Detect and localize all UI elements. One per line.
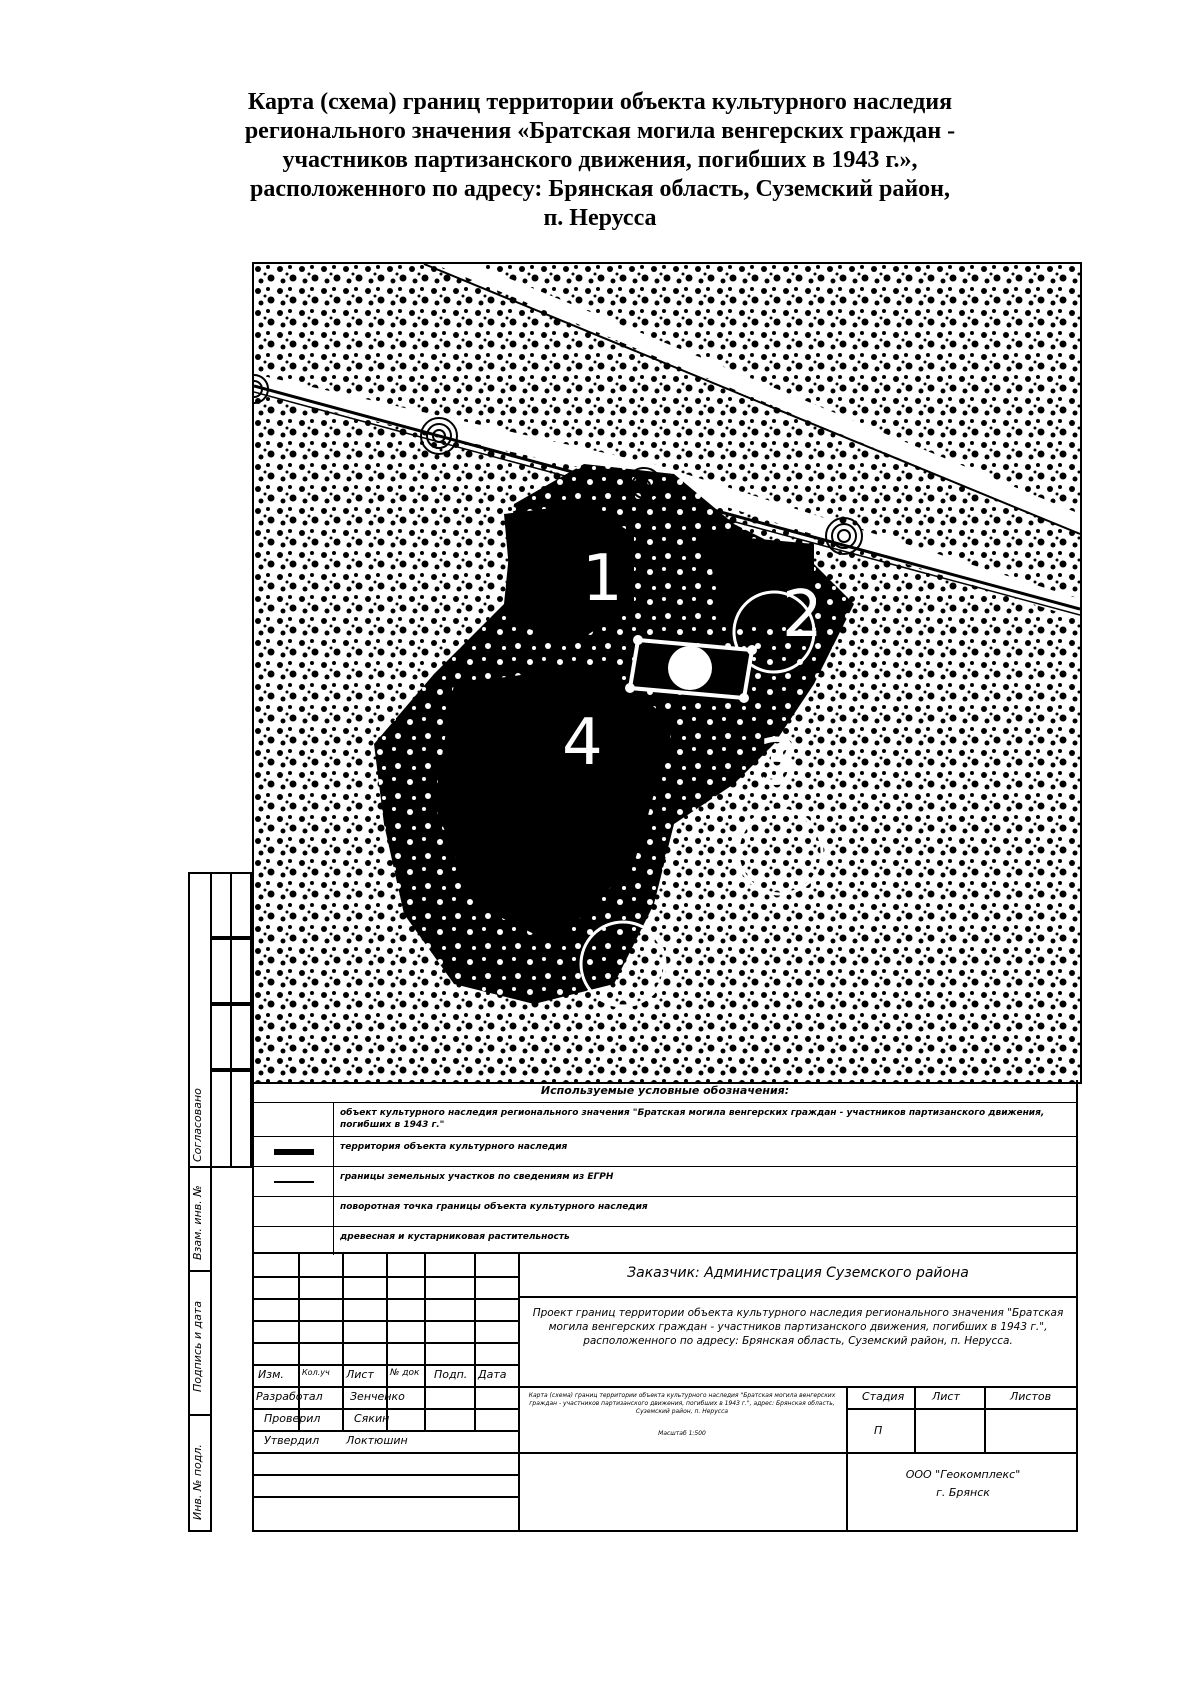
- legend-symbol-vegetation: [254, 1227, 334, 1255]
- col-header-count: Кол.уч: [302, 1368, 330, 1377]
- legend-text-point: поворотная точка границы объекта культурного наследия: [340, 1202, 648, 1212]
- role-developer: Разработал: [256, 1390, 323, 1403]
- legend-row-object: [254, 1103, 1076, 1137]
- title-block: [252, 1254, 1078, 1532]
- title-line-3: участников партизанского движения, погибших в 1943 г.»,: [282, 147, 918, 173]
- sidebar-label-inventory: Инв. № подл.: [191, 1444, 204, 1520]
- map-scale: Масштаб 1:500: [658, 1430, 706, 1437]
- title-line-1: Карта (схема) границ территории объекта культурного наследия: [247, 89, 953, 115]
- legend-row-vegetation: [254, 1227, 1076, 1255]
- legend-text-object: объект культурного наследия регионального значения "Братская могила венгерских граждан - участников партизанского движения, погибших в 1943 г.": [340, 1108, 1045, 1130]
- left-stamp-column: [188, 872, 252, 1532]
- sheet-description: Карта (схема) границ территории объекта культурного наследия "Братская могила венгерских граждан - участников партизанского движения, погибших в 1943 г.", адрес: Брянская область, Суземский район, п. Нерусса: [528, 1392, 836, 1415]
- legend-symbol-object: [254, 1103, 334, 1136]
- legend-symbol-point: [254, 1197, 334, 1226]
- area-label-1: 1: [582, 542, 623, 616]
- sheets-label: Листов: [1010, 1390, 1052, 1403]
- stage-label: Стадия: [862, 1390, 905, 1403]
- col-header-change: Изм.: [258, 1368, 284, 1381]
- title-line-5: п. Нерусса: [543, 205, 657, 231]
- name-developer: Зенченко: [350, 1390, 405, 1403]
- role-approver: Утвердил: [264, 1434, 320, 1447]
- area-label-4: 4: [562, 706, 603, 780]
- col-header-date: Дата: [478, 1368, 507, 1381]
- col-header-sign: Подп.: [434, 1368, 468, 1381]
- customer: Заказчик: Администрация Суземского района: [627, 1265, 969, 1281]
- legend-row-point: [254, 1197, 1076, 1227]
- name-checker: Сякин: [354, 1412, 390, 1425]
- name-approver: Локтюшин: [346, 1434, 408, 1447]
- legend-heading: Используемые условные обозначения:: [254, 1080, 1076, 1103]
- map-frame: [252, 262, 1082, 1084]
- area-label-2: 2: [782, 578, 823, 652]
- legend-text-vegetation: древесная и кустарниковая растительность: [340, 1232, 570, 1242]
- legend-row-territory: [254, 1137, 1076, 1167]
- legend-symbol-parcels: [254, 1167, 334, 1196]
- sidebar-label-approved: Согласовано: [191, 1088, 204, 1162]
- legend-row-parcels: [254, 1167, 1076, 1197]
- legend-text-parcels: границы земельных участков по сведениям из ЕГРН: [340, 1172, 614, 1182]
- legend-text-territory: территория объекта культурного наследия: [340, 1142, 568, 1152]
- col-header-doc: № док: [390, 1368, 420, 1378]
- project-name: Проект границ территории объекта культурного наследия регионального значения "Братская могила венгерских граждан - участников партизанского движения, погибших в 1943 г.", расположенного по адресу: Брянская область, Суземский район, п. Нерусса.: [532, 1307, 1064, 1347]
- organization: ООО "Геокомплекс": [905, 1468, 1021, 1481]
- title-line-4: расположенного по адресу: Брянская область, Суземский район,: [250, 176, 950, 202]
- map-image: [254, 264, 1080, 1082]
- legend: [252, 1080, 1078, 1254]
- col-header-sheet: Лист: [346, 1368, 374, 1381]
- sidebar-label-signature: Подпись и дата: [191, 1300, 204, 1392]
- role-checker: Проверил: [264, 1412, 321, 1425]
- sidebar-label-replacement: Взам. инв. №: [191, 1185, 204, 1260]
- map-title: [150, 88, 1050, 233]
- stage-value: П: [874, 1424, 883, 1437]
- title-line-2: регионального значения «Братская могила венгерских граждан -: [244, 118, 956, 144]
- area-label-3: 3: [758, 726, 799, 800]
- city: г. Брянск: [936, 1486, 990, 1499]
- legend-symbol-territory: [254, 1137, 334, 1166]
- sheet-label: Лист: [932, 1390, 960, 1403]
